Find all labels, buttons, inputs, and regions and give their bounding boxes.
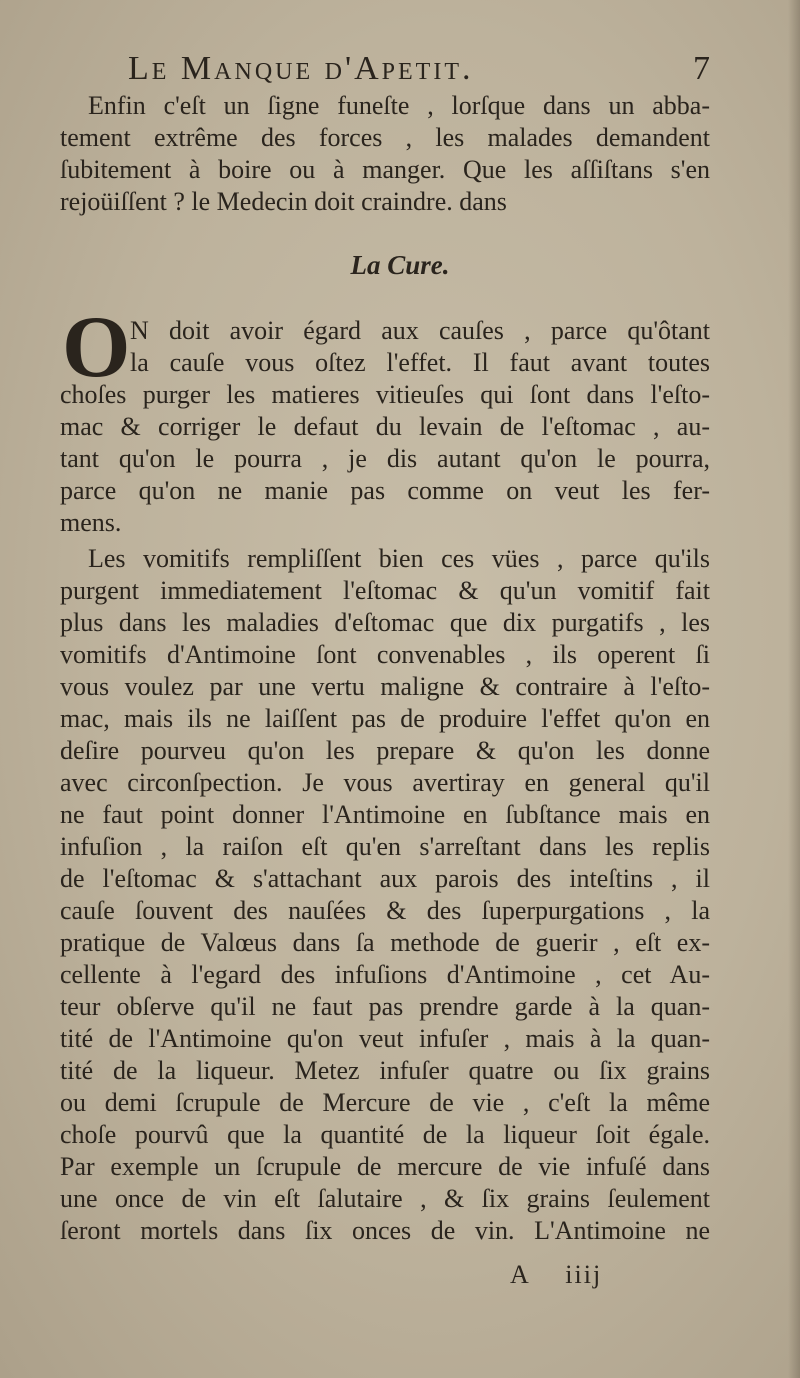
text-line: de l'eſtomac & s'attachant aux parois des inteſtins , il	[60, 864, 710, 893]
text-line: cauſe ſouvent des nauſées & des ſuperpurgations , la	[60, 896, 710, 925]
cure-dropcap-lines	[130, 315, 710, 379]
signature-letter: A	[510, 1260, 531, 1289]
text-line: N doit avoir égard aux cauſes , parce qu'ôtant	[130, 316, 710, 345]
signature-mark	[510, 1260, 602, 1290]
text-line: une once de vin eſt ſalutaire , & ſix grains ſeulement	[60, 1184, 710, 1213]
text-line: tité de la liqueur. Metez infuſer quatre ou ſix grains	[60, 1056, 710, 1085]
text-line: pratique de Valœus dans ſa methode de guerir , eſt ex-	[60, 928, 710, 957]
text-line: mens.	[60, 508, 122, 537]
text-line: Enfin c'eſt un ſigne funeſte , lorſque dans un abba-	[88, 91, 710, 120]
section-title: La Cure.	[350, 250, 450, 280]
text-line: vous voulez par une vertu maligne & contraire à l'eſto-	[60, 672, 710, 701]
text-line: avec circonſpection. Je vous avertiray en general qu'il	[60, 768, 710, 797]
text-line: Les vomitifs rempliſſent bien ces vües , parce qu'ils	[88, 544, 710, 573]
text-line: deſire pourveu qu'on les prepare & qu'on les donne	[60, 736, 710, 765]
cure-paragraph	[60, 379, 710, 539]
text-line: mac & corriger le defaut du levain de l'eſtomac , au-	[60, 412, 710, 441]
vomitifs-paragraph	[60, 543, 710, 1247]
text-line: infuſion , la raiſon eſt qu'en s'arreſtant dans les replis	[60, 832, 710, 861]
text-line: teur obſerve qu'il ne faut pas prendre garde à la quan-	[60, 992, 710, 1021]
signature-numeral: iiij	[565, 1260, 603, 1289]
text-line: cellente à l'egard des infuſions d'Antimoine , cet Au-	[60, 960, 710, 989]
text-line: ne faut point donner l'Antimoine en ſubſtance mais en	[60, 800, 710, 829]
text-line: vomitifs d'Antimoine ſont convenables , ils operent ſi	[60, 640, 710, 669]
text-line: ou demi ſcrupule de Mercure de vie , c'eſt la même	[60, 1088, 710, 1117]
text-line: choſes purger les matieres vitieuſes qui ſont dans l'eſto-	[60, 380, 710, 409]
page-header	[60, 50, 710, 90]
text-line: choſe pourvû que la quantité de la liqueur ſoit égale.	[60, 1120, 710, 1149]
text-line: ſubitement à boire ou à manger. Que les aſſiſtans s'en	[60, 155, 710, 184]
intro-paragraph	[60, 90, 710, 218]
text-line: parce qu'on ne manie pas comme on veut les fer-	[60, 476, 710, 505]
text-line: tité de l'Antimoine qu'on veut infuſer , mais à la quan-	[60, 1024, 710, 1053]
text-line: mac, mais ils ne laiſſent pas de produire l'effet qu'on en	[60, 704, 710, 733]
text-line: tant qu'on le pourra , je dis autant qu'on le pourra,	[60, 444, 710, 473]
text-line: la cauſe vous oſtez l'effet. Il faut avant toutes	[130, 348, 710, 377]
text-line: ſeront mortels dans ſix onces de vin. L'Antimoine ne	[60, 1216, 710, 1245]
text-line: Par exemple un ſcrupule de mercure de vie infuſé dans	[60, 1152, 710, 1181]
text-line: tement extrême des forces , les malades demandent	[60, 123, 710, 152]
drop-cap: O	[62, 299, 131, 396]
page-number: 7	[693, 50, 710, 87]
text-line: purgent immediatement l'eſtomac & qu'un vomitif fait	[60, 576, 710, 605]
running-head: Le Manque d'Apetit.	[128, 50, 474, 87]
text-line: plus dans les maladies d'eſtomac que dix purgatifs , les	[60, 608, 710, 637]
text-line: rejoüiſſent ? le Medecin doit craindre. dans	[60, 187, 507, 216]
